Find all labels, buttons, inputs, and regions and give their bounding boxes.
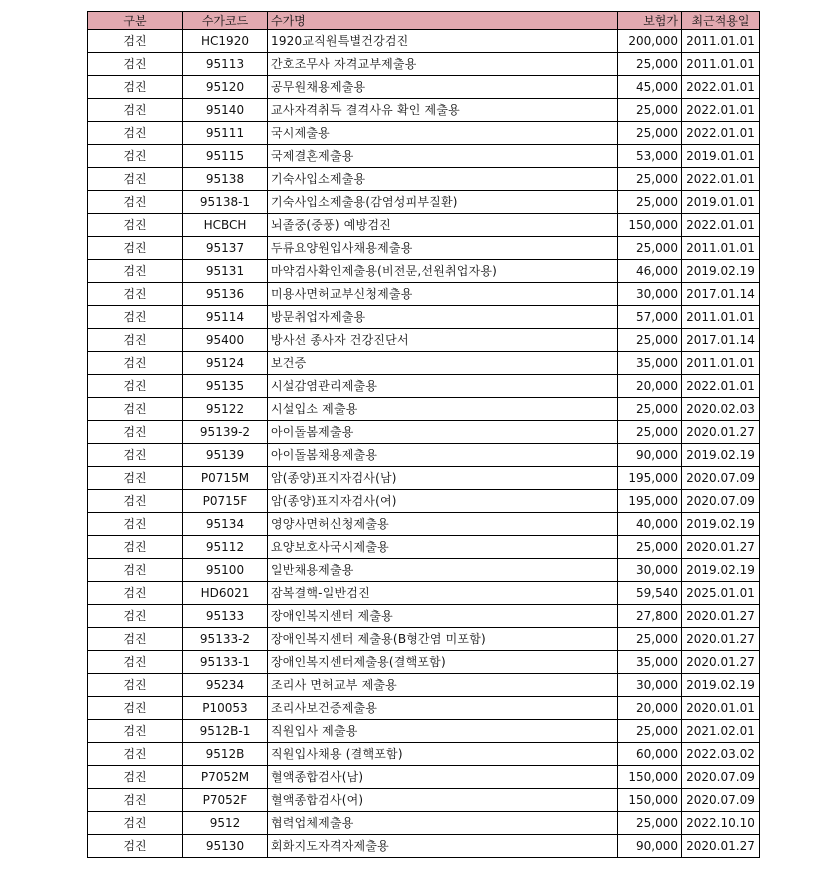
- cell-code: 95136: [183, 283, 268, 306]
- header-category: 구분: [88, 12, 183, 30]
- cell-date: 2011.01.01: [682, 53, 760, 76]
- cell-price: 25,000: [618, 237, 682, 260]
- cell-category: 검진: [88, 283, 183, 306]
- cell-code: 95139-2: [183, 421, 268, 444]
- cell-name: 1920교직원특별건강검진: [268, 30, 618, 53]
- cell-date: 2021.02.01: [682, 720, 760, 743]
- cell-date: 2019.01.01: [682, 191, 760, 214]
- cell-date: 2020.01.01: [682, 697, 760, 720]
- cell-category: 검진: [88, 214, 183, 237]
- cell-category: 검진: [88, 237, 183, 260]
- table-row: [88, 283, 760, 306]
- cell-name: 협력업체제출용: [268, 812, 618, 835]
- table-row: [88, 513, 760, 536]
- cell-price: 60,000: [618, 743, 682, 766]
- cell-code: 95234: [183, 674, 268, 697]
- cell-category: 검진: [88, 352, 183, 375]
- cell-date: 2019.01.01: [682, 145, 760, 168]
- cell-category: 검진: [88, 191, 183, 214]
- cell-code: 95100: [183, 559, 268, 582]
- cell-price: 30,000: [618, 559, 682, 582]
- cell-code: 95138-1: [183, 191, 268, 214]
- cell-date: 2020.01.27: [682, 651, 760, 674]
- cell-name: 영양사면허신청제출용: [268, 513, 618, 536]
- cell-name: 혈액종합검사(남): [268, 766, 618, 789]
- cell-name: 방사선 종사자 건강진단서: [268, 329, 618, 352]
- header-name: 수가명: [268, 12, 618, 30]
- table-row: [88, 674, 760, 697]
- cell-code: 95134: [183, 513, 268, 536]
- cell-category: 검진: [88, 559, 183, 582]
- cell-code: P0715F: [183, 490, 268, 513]
- table-row: [88, 237, 760, 260]
- cell-name: 마약검사확인제출용(비전문,선원취업자용): [268, 260, 618, 283]
- table-row: [88, 398, 760, 421]
- cell-category: 검진: [88, 789, 183, 812]
- cell-date: 2020.07.09: [682, 490, 760, 513]
- cell-code: 95133-2: [183, 628, 268, 651]
- cell-price: 195,000: [618, 467, 682, 490]
- cell-name: 기숙사입소제출용(감염성피부질환): [268, 191, 618, 214]
- cell-code: P0715M: [183, 467, 268, 490]
- cell-name: 아이돌봄채용제출용: [268, 444, 618, 467]
- cell-name: 기숙사입소제출용: [268, 168, 618, 191]
- table-row: [88, 214, 760, 237]
- table-row: [88, 605, 760, 628]
- table-row: [88, 53, 760, 76]
- cell-price: 150,000: [618, 789, 682, 812]
- cell-category: 검진: [88, 720, 183, 743]
- cell-category: 검진: [88, 743, 183, 766]
- table-row: [88, 743, 760, 766]
- table-row: [88, 467, 760, 490]
- cell-name: 뇌졸중(중풍) 예방검진: [268, 214, 618, 237]
- cell-price: 25,000: [618, 720, 682, 743]
- cell-date: 2020.01.27: [682, 536, 760, 559]
- cell-price: 25,000: [618, 329, 682, 352]
- cell-name: 아이돌봄제출용: [268, 421, 618, 444]
- cell-category: 검진: [88, 651, 183, 674]
- cell-price: 53,000: [618, 145, 682, 168]
- table-row: [88, 812, 760, 835]
- cell-code: 95122: [183, 398, 268, 421]
- table-header-row: [88, 12, 760, 30]
- cell-category: 검진: [88, 766, 183, 789]
- cell-date: 2011.01.01: [682, 237, 760, 260]
- cell-category: 검진: [88, 53, 183, 76]
- cell-price: 25,000: [618, 99, 682, 122]
- cell-name: 방문취업자제출용: [268, 306, 618, 329]
- cell-code: 95131: [183, 260, 268, 283]
- table-row: [88, 421, 760, 444]
- cell-price: 25,000: [618, 122, 682, 145]
- cell-name: 직원입사채용 (결핵포함): [268, 743, 618, 766]
- cell-code: 9512B: [183, 743, 268, 766]
- cell-category: 검진: [88, 582, 183, 605]
- cell-price: 30,000: [618, 674, 682, 697]
- cell-code: 95400: [183, 329, 268, 352]
- cell-name: 장애인복지센터 제출용: [268, 605, 618, 628]
- header-date: 최근적용일: [682, 12, 760, 30]
- cell-code: 95139: [183, 444, 268, 467]
- table-row: [88, 720, 760, 743]
- cell-code: HD6021: [183, 582, 268, 605]
- cell-name: 장애인복지센터제출용(결핵포함): [268, 651, 618, 674]
- cell-name: 암(종양)표지자검사(남): [268, 467, 618, 490]
- cell-category: 검진: [88, 490, 183, 513]
- cell-name: 교사자격취득 결격사유 확인 제출용: [268, 99, 618, 122]
- cell-date: 2017.01.14: [682, 283, 760, 306]
- table-row: [88, 766, 760, 789]
- cell-date: 2020.01.27: [682, 421, 760, 444]
- cell-name: 직원입사 제출용: [268, 720, 618, 743]
- table-row: [88, 628, 760, 651]
- cell-name: 시설입소 제출용: [268, 398, 618, 421]
- cell-date: 2019.02.19: [682, 444, 760, 467]
- cell-category: 검진: [88, 260, 183, 283]
- cell-price: 150,000: [618, 214, 682, 237]
- cell-price: 20,000: [618, 697, 682, 720]
- cell-price: 25,000: [618, 168, 682, 191]
- cell-name: 조리사 면허교부 제출용: [268, 674, 618, 697]
- cell-code: 95111: [183, 122, 268, 145]
- cell-date: 2020.07.09: [682, 766, 760, 789]
- cell-code: 95130: [183, 835, 268, 858]
- cell-price: 59,540: [618, 582, 682, 605]
- table-row: [88, 329, 760, 352]
- cell-date: 2020.02.03: [682, 398, 760, 421]
- cell-date: 2022.01.01: [682, 99, 760, 122]
- cell-category: 검진: [88, 168, 183, 191]
- table-row: [88, 582, 760, 605]
- cell-price: 25,000: [618, 812, 682, 835]
- cell-price: 90,000: [618, 835, 682, 858]
- cell-price: 200,000: [618, 30, 682, 53]
- cell-price: 25,000: [618, 398, 682, 421]
- cell-date: 2022.01.01: [682, 122, 760, 145]
- cell-code: 95135: [183, 375, 268, 398]
- cell-category: 검진: [88, 536, 183, 559]
- cell-name: 공무원채용제출용: [268, 76, 618, 99]
- cell-price: 25,000: [618, 53, 682, 76]
- table-row: [88, 306, 760, 329]
- cell-category: 검진: [88, 467, 183, 490]
- cell-price: 25,000: [618, 191, 682, 214]
- cell-date: 2017.01.14: [682, 329, 760, 352]
- table-row: [88, 444, 760, 467]
- table-row: [88, 697, 760, 720]
- cell-price: 195,000: [618, 490, 682, 513]
- cell-code: P7052M: [183, 766, 268, 789]
- cell-name: 국시제출용: [268, 122, 618, 145]
- cell-date: 2022.10.10: [682, 812, 760, 835]
- header-price: 보험가: [618, 12, 682, 30]
- table-row: [88, 559, 760, 582]
- cell-price: 35,000: [618, 352, 682, 375]
- cell-price: 20,000: [618, 375, 682, 398]
- cell-date: 2020.07.09: [682, 467, 760, 490]
- cell-date: 2011.01.01: [682, 30, 760, 53]
- cell-category: 검진: [88, 329, 183, 352]
- cell-category: 검진: [88, 145, 183, 168]
- cell-date: 2022.03.02: [682, 743, 760, 766]
- table-row: [88, 191, 760, 214]
- cell-date: 2022.01.01: [682, 76, 760, 99]
- cell-category: 검진: [88, 398, 183, 421]
- cell-date: 2019.02.19: [682, 559, 760, 582]
- cell-code: 95133-1: [183, 651, 268, 674]
- cell-name: 혈액종합검사(여): [268, 789, 618, 812]
- fee-table: [87, 11, 760, 858]
- cell-date: 2022.01.01: [682, 168, 760, 191]
- cell-code: HCBCH: [183, 214, 268, 237]
- cell-category: 검진: [88, 812, 183, 835]
- table-row: [88, 30, 760, 53]
- cell-date: 2022.01.01: [682, 214, 760, 237]
- cell-code: 95114: [183, 306, 268, 329]
- cell-code: 95137: [183, 237, 268, 260]
- cell-date: 2025.01.01: [682, 582, 760, 605]
- header-code: 수가코드: [183, 12, 268, 30]
- cell-price: 46,000: [618, 260, 682, 283]
- cell-price: 25,000: [618, 628, 682, 651]
- cell-category: 검진: [88, 444, 183, 467]
- cell-price: 57,000: [618, 306, 682, 329]
- cell-category: 검진: [88, 835, 183, 858]
- cell-code: 9512: [183, 812, 268, 835]
- cell-code: 95115: [183, 145, 268, 168]
- cell-code: 95133: [183, 605, 268, 628]
- cell-name: 회화지도자격자제출용: [268, 835, 618, 858]
- cell-code: HC1920: [183, 30, 268, 53]
- cell-category: 검진: [88, 513, 183, 536]
- cell-code: 95112: [183, 536, 268, 559]
- cell-price: 40,000: [618, 513, 682, 536]
- table-row: [88, 375, 760, 398]
- cell-name: 국제결혼제출용: [268, 145, 618, 168]
- cell-date: 2020.01.27: [682, 628, 760, 651]
- cell-code: P10053: [183, 697, 268, 720]
- cell-name: 시설감염관리제출용: [268, 375, 618, 398]
- table-row: [88, 168, 760, 191]
- table-row: [88, 122, 760, 145]
- cell-category: 검진: [88, 421, 183, 444]
- cell-code: 95124: [183, 352, 268, 375]
- cell-date: 2011.01.01: [682, 306, 760, 329]
- cell-date: 2019.02.19: [682, 513, 760, 536]
- cell-price: 25,000: [618, 536, 682, 559]
- table-body: [88, 30, 760, 858]
- cell-name: 보건증: [268, 352, 618, 375]
- cell-date: 2019.02.19: [682, 674, 760, 697]
- cell-category: 검진: [88, 30, 183, 53]
- cell-category: 검진: [88, 697, 183, 720]
- cell-price: 150,000: [618, 766, 682, 789]
- cell-price: 27,800: [618, 605, 682, 628]
- table-row: [88, 651, 760, 674]
- cell-price: 35,000: [618, 651, 682, 674]
- cell-name: 조리사보건증제출용: [268, 697, 618, 720]
- table-row: [88, 835, 760, 858]
- cell-name: 간호조무사 자격교부제출용: [268, 53, 618, 76]
- cell-price: 25,000: [618, 421, 682, 444]
- cell-category: 검진: [88, 99, 183, 122]
- cell-code: 9512B-1: [183, 720, 268, 743]
- cell-date: 2022.01.01: [682, 375, 760, 398]
- table-row: [88, 490, 760, 513]
- cell-code: 95120: [183, 76, 268, 99]
- cell-price: 30,000: [618, 283, 682, 306]
- table-row: [88, 76, 760, 99]
- cell-code: 95138: [183, 168, 268, 191]
- cell-name: 미용사면허교부신청제출용: [268, 283, 618, 306]
- cell-name: 일반채용제출용: [268, 559, 618, 582]
- cell-category: 검진: [88, 306, 183, 329]
- cell-date: 2020.07.09: [682, 789, 760, 812]
- cell-date: 2019.02.19: [682, 260, 760, 283]
- table-row: [88, 789, 760, 812]
- cell-code: 95140: [183, 99, 268, 122]
- cell-name: 요양보호사국시제출용: [268, 536, 618, 559]
- cell-category: 검진: [88, 375, 183, 398]
- table-row: [88, 145, 760, 168]
- cell-name: 두류요양원입사채용제출용: [268, 237, 618, 260]
- cell-date: 2020.01.27: [682, 835, 760, 858]
- table-row: [88, 260, 760, 283]
- cell-code: P7052F: [183, 789, 268, 812]
- cell-date: 2020.01.27: [682, 605, 760, 628]
- cell-price: 45,000: [618, 76, 682, 99]
- cell-category: 검진: [88, 674, 183, 697]
- table-row: [88, 99, 760, 122]
- cell-name: 장애인복지센터 제출용(B형간염 미포함): [268, 628, 618, 651]
- cell-price: 90,000: [618, 444, 682, 467]
- cell-category: 검진: [88, 628, 183, 651]
- table-row: [88, 536, 760, 559]
- table-row: [88, 352, 760, 375]
- cell-name: 잠복결핵-일반검진: [268, 582, 618, 605]
- cell-date: 2011.01.01: [682, 352, 760, 375]
- cell-category: 검진: [88, 76, 183, 99]
- cell-category: 검진: [88, 605, 183, 628]
- cell-code: 95113: [183, 53, 268, 76]
- cell-name: 암(종양)표지자검사(여): [268, 490, 618, 513]
- cell-category: 검진: [88, 122, 183, 145]
